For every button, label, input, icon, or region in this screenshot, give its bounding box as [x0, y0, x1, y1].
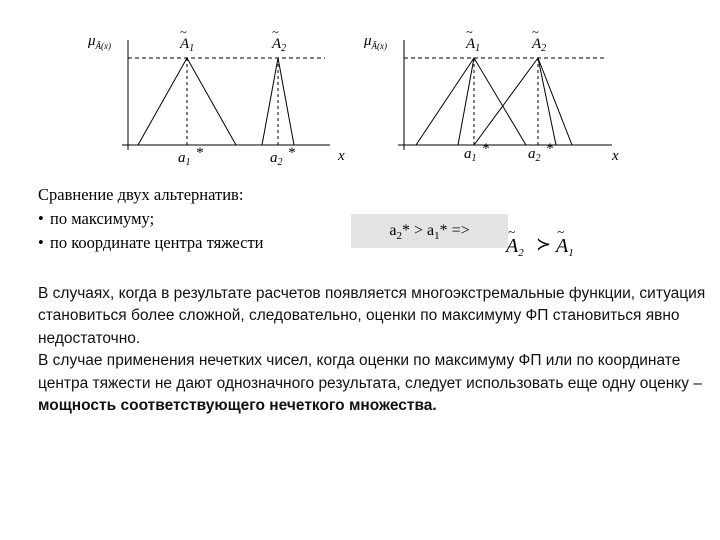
- inner-peak-right: [538, 58, 556, 145]
- tilde-a2: ~: [532, 25, 539, 39]
- tilde-a1: ~: [466, 25, 473, 39]
- inner-peak-left: [458, 58, 474, 145]
- set-a1-label: $A_1$: [466, 36, 481, 54]
- bold-term: мощность соответствующего нечеткого множества.: [38, 397, 437, 415]
- x-axis-label: x: [612, 148, 619, 164]
- result-lhs: $A_2$: [506, 235, 524, 259]
- set-a1-label: $A_1$: [180, 36, 195, 54]
- tilde-a2: ~: [272, 25, 279, 39]
- paragraph-2: В случае применения нечетких чисел, когда оценки по максимуму ФП или по координате центра тяжести не дают однозначного результата, следует использовать еще одну оценку – мощность соответствующего нечеткого множества.: [38, 352, 702, 415]
- mu-axis-label: $\mu_{Ã(x)}$: [88, 33, 112, 51]
- explanation-text: [38, 283, 708, 417]
- list-item: • по координате центра тяжести: [38, 231, 264, 255]
- x-axis-label: x: [338, 148, 345, 164]
- formula-box: $a_2* > a_1*$ =>: [351, 214, 508, 248]
- paragraph-1: В случаях, когда в результате расчетов появляется многоэкстремальные функции, ситуация становиться более сложной, следовательно, оценки по максимуму ФП становиться явно недостаточно.: [38, 285, 706, 347]
- triangle-a1-left: [416, 58, 526, 145]
- set-a2-label: $A_2$: [272, 36, 287, 54]
- plot-left: [0, 0, 360, 180]
- bullet-icon: •: [38, 209, 44, 228]
- comparison-title: Сравнение двух альтернатив:: [38, 185, 244, 204]
- result-rhs: $A_1$: [556, 235, 574, 259]
- comparison-list: [38, 183, 264, 255]
- tilde-a1: ~: [180, 25, 187, 39]
- tilde-lhs: ~: [508, 224, 516, 239]
- list-item: • по максимуму;: [38, 207, 264, 231]
- mu-axis-label: $\mu_{Ã(x)}$: [364, 33, 388, 51]
- triangle-a2-wide: [474, 58, 572, 145]
- plot-right: [360, 0, 720, 180]
- tick-a2-label: $a_2*$: [528, 141, 553, 164]
- result-rel: ≻: [536, 234, 552, 254]
- tick-a1-label: $a_1*$: [464, 141, 489, 164]
- result-relation: [500, 218, 590, 268]
- tick-a1-label: $a_1*$: [178, 145, 203, 168]
- bullet-icon: •: [38, 233, 44, 252]
- set-a2-label: $A_2$: [532, 36, 547, 54]
- tilde-rhs: ~: [557, 224, 565, 239]
- tick-a2-label: $a_2*$: [270, 145, 295, 168]
